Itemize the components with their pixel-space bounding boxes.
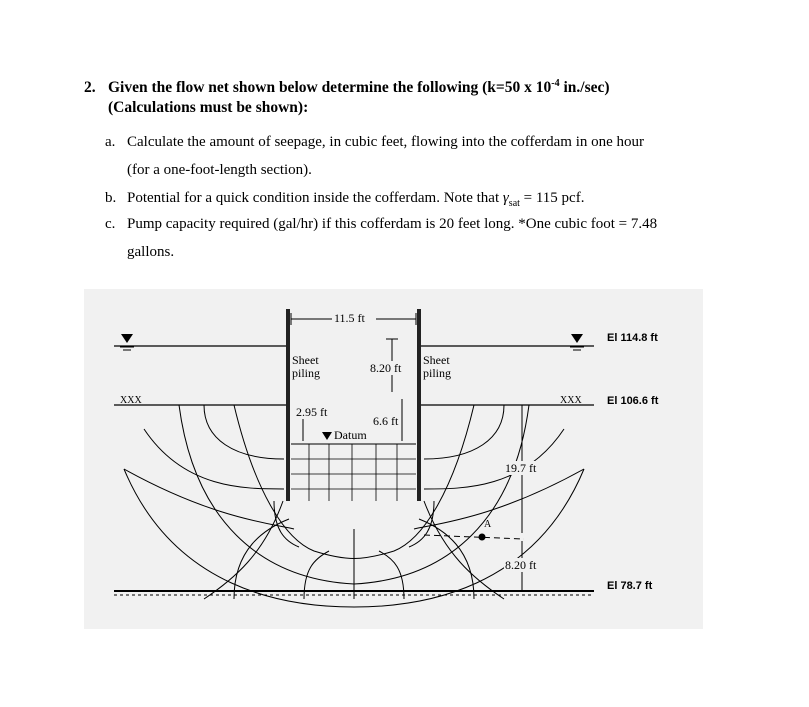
- question-number: 2.: [84, 79, 96, 96]
- elevation-bottom-label: El 78.7 ft: [607, 580, 653, 592]
- dim-6-6-label: 6.6 ft: [373, 414, 399, 428]
- item-c-text-line2: gallons.: [127, 244, 175, 260]
- item-b-text-post: = 115 pcf.: [519, 190, 585, 206]
- item-c-label: c.: [105, 216, 116, 232]
- gamma-symbol: γ: [502, 190, 509, 206]
- question-title-line1: [108, 78, 610, 98]
- soil-hatch-right: XXX: [560, 395, 582, 406]
- elevation-mid-label: El 106.6 ft: [607, 395, 659, 407]
- item-a-text-line1: Calculate the amount of seepage, in cubic feet, flowing into the cofferdam in one hour: [127, 134, 645, 150]
- question-title-line2: (Calculations must be shown):: [108, 99, 309, 116]
- point-a-label: A: [484, 519, 492, 530]
- item-a-label: a.: [105, 134, 116, 150]
- soil-hatch-left: XXX: [120, 395, 142, 406]
- sheet-piling-right-line1: Sheet: [423, 353, 450, 367]
- sheet-piling-right-line2: piling: [423, 366, 452, 380]
- sheet-piling-left-line1: Sheet: [292, 353, 319, 367]
- question-title-pre: Given the flow net shown below determine the following (k=50 x 10: [108, 79, 552, 96]
- question-title-post: in./sec): [559, 79, 610, 96]
- width-label: 11.5 ft: [334, 311, 365, 325]
- sheet-piling-left-line2: piling: [292, 366, 321, 380]
- elevation-top-label: El 114.8 ft: [607, 332, 658, 344]
- dim-19-7-label: 19.7 ft: [505, 461, 537, 475]
- item-a-text-line2: (for a one-foot-length section).: [127, 162, 312, 178]
- datum-label: Datum: [334, 428, 367, 442]
- point-a-marker: [479, 534, 486, 541]
- gamma-subscript: sat: [508, 198, 520, 209]
- sheet-pile-right: [417, 309, 421, 501]
- flow-net-diagram: [84, 289, 703, 629]
- item-b-text: [127, 188, 584, 214]
- item-b-label: b.: [105, 190, 117, 206]
- item-b-text-pre: Potential for a quick condition inside the cofferdam. Note that: [127, 190, 503, 206]
- sheet-pile-left: [286, 309, 290, 501]
- dim-2-95-label: 2.95 ft: [296, 405, 328, 419]
- dim-8-20-top-label: 8.20 ft: [370, 361, 402, 375]
- dim-8-20-bottom-label: 8.20 ft: [505, 558, 537, 572]
- item-c-text-line1: Pump capacity required (gal/hr) if this cofferdam is 20 feet long. *One cubic foot = 7.48: [127, 216, 658, 232]
- flow-net-figure: [84, 289, 703, 629]
- question-title-exponent: -4: [551, 77, 560, 89]
